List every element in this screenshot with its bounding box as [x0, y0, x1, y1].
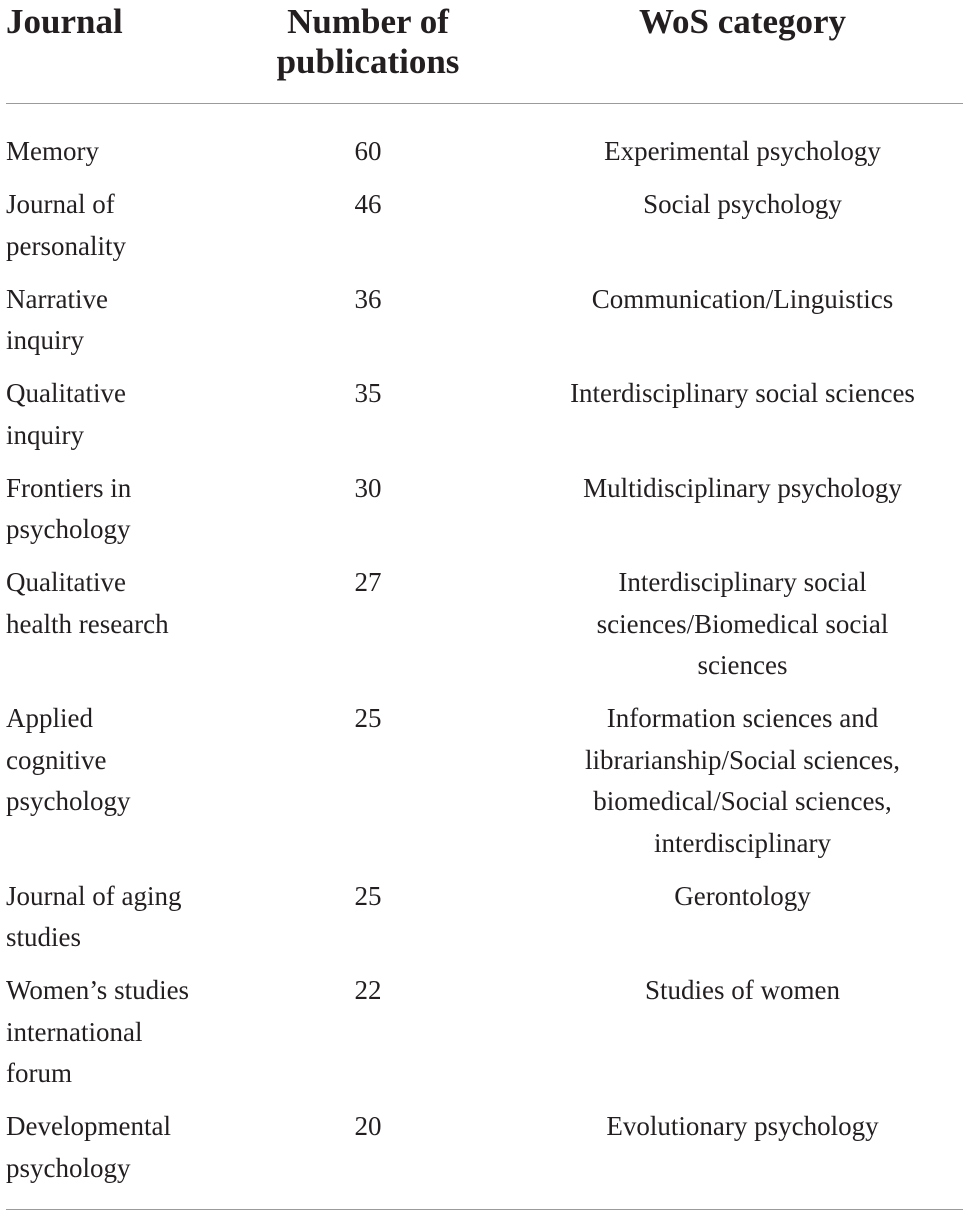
header-journal: Journal	[6, 0, 246, 104]
wos-category-line: Interdisciplinary social sciences	[570, 378, 915, 408]
journal-name-line: Women’s studies	[6, 975, 190, 1005]
journal-name-line: psychology	[6, 514, 131, 544]
journal-cell	[6, 876, 246, 971]
table-row	[6, 184, 963, 279]
wos-category-line: Experimental psychology	[604, 136, 881, 166]
journal-name-line: Qualitative	[6, 378, 126, 408]
wos-category-cell	[522, 876, 963, 971]
publication-count-cell: 60	[354, 136, 382, 166]
wos-category-line: Interdisciplinary social	[618, 567, 867, 597]
wos-category-cell	[522, 373, 963, 468]
publication-count-cell: 36	[354, 283, 382, 314]
table-row	[6, 1106, 963, 1210]
journal-cell	[6, 970, 246, 1106]
wos-category-line: sciences/Biomedical social	[596, 608, 889, 639]
publication-count-cell: 35	[354, 378, 382, 408]
publication-count-cell: 22	[354, 975, 382, 1005]
journal-cell	[6, 373, 246, 468]
journal-name-line: Memory	[6, 136, 99, 166]
wos-category-line: Multidisciplinary psychology	[583, 472, 902, 503]
table-body	[6, 104, 963, 1210]
wos-category-line: Gerontology	[674, 880, 811, 911]
wos-category-line: Studies of women	[645, 975, 840, 1005]
wos-category-cell	[522, 468, 963, 563]
journal-name-line: Applied	[6, 703, 93, 733]
table-row	[6, 468, 963, 563]
journal-name-line: inquiry	[6, 325, 84, 355]
journal-name-line: psychology	[6, 786, 131, 816]
table-row	[6, 373, 963, 468]
journal-name-line: Developmental	[6, 1111, 171, 1141]
wos-category-line: interdisciplinary	[654, 827, 831, 858]
header-wos-category: WoS category	[522, 0, 963, 104]
wos-category-line: Information sciences and	[606, 703, 879, 733]
publication-count-cell: 25	[354, 880, 382, 911]
header-number-of-publications	[246, 0, 522, 104]
journals-table	[6, 0, 963, 1210]
table-row	[6, 876, 963, 971]
publication-count-cell: 27	[354, 567, 382, 597]
journal-name-line: health research	[6, 608, 169, 639]
journal-cell	[6, 1106, 246, 1210]
wos-category-line: Communication/Linguistics	[591, 283, 894, 314]
journal-name-line: Qualitative	[6, 567, 126, 597]
journal-name-line: personality	[6, 230, 126, 261]
journal-cell	[6, 104, 246, 185]
journal-name-line: Journal of	[6, 189, 115, 219]
table-row	[6, 698, 963, 876]
wos-category-cell	[522, 184, 963, 279]
journal-name-line: Narrative	[6, 283, 108, 314]
header-count-line-1: Number of	[287, 2, 449, 41]
publication-count-cell: 30	[354, 472, 382, 503]
publication-count-cell: 25	[354, 703, 382, 733]
table-row	[6, 970, 963, 1106]
journal-cell	[6, 698, 246, 876]
wos-category-cell	[522, 698, 963, 876]
journal-name-line: psychology	[6, 1152, 131, 1183]
wos-category-cell	[522, 1106, 963, 1210]
wos-category-cell	[522, 970, 963, 1106]
wos-category-cell	[522, 104, 963, 185]
wos-category-line: sciences	[697, 650, 788, 680]
journal-name-line: inquiry	[6, 419, 84, 450]
journal-name-line: cognitive	[6, 744, 107, 775]
publication-count-cell: 20	[246, 1106, 522, 1210]
journal-name-line: international	[6, 1016, 143, 1047]
journal-name-line: forum	[6, 1058, 72, 1088]
journal-name-line: Journal of aging	[6, 880, 182, 911]
table-row	[6, 562, 963, 698]
journal-cell	[6, 184, 246, 279]
header-row	[6, 0, 963, 104]
wos-category-cell	[522, 279, 963, 374]
table-row	[6, 279, 963, 374]
journal-cell	[6, 468, 246, 563]
header-count-line-2: publications	[276, 42, 460, 81]
wos-category-cell	[522, 562, 963, 698]
wos-category-line: Social psychology	[643, 189, 842, 219]
journal-cell	[6, 562, 246, 698]
journal-cell	[6, 279, 246, 374]
publication-count-cell: 46	[354, 189, 382, 219]
wos-category-line: librarianship/Social sciences,	[585, 744, 900, 775]
table-row	[6, 104, 963, 185]
wos-category-line: Evolutionary psychology	[606, 1111, 879, 1141]
wos-category-line: biomedical/Social sciences,	[593, 786, 892, 816]
journal-name-line: studies	[6, 922, 82, 952]
journal-name-line: Frontiers in	[6, 472, 132, 503]
